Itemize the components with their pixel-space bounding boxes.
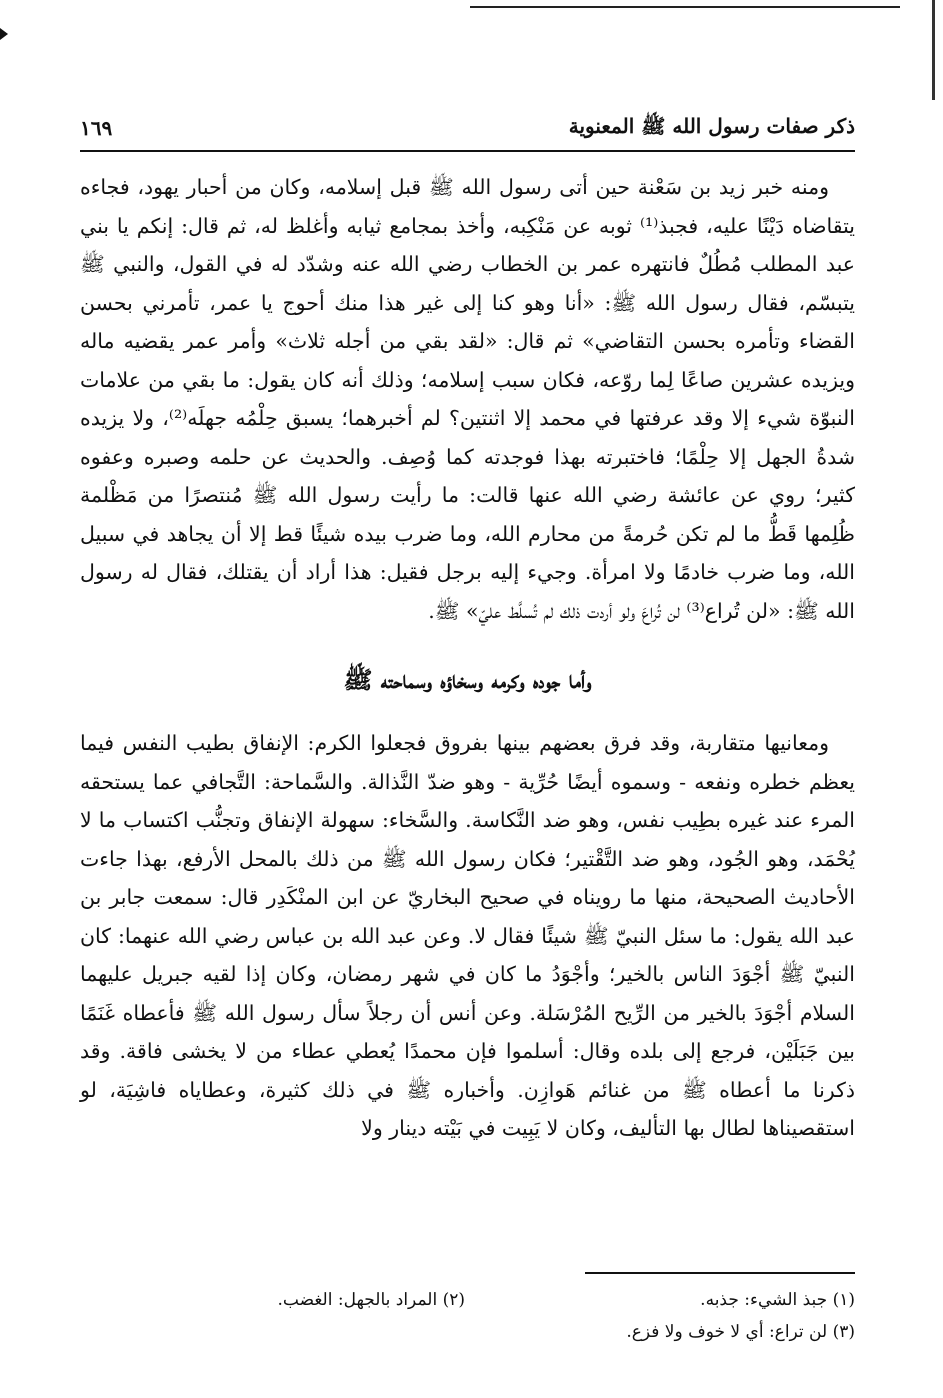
footnote-divider: [585, 1272, 855, 1274]
paragraph-generosity: ومعانيها متقاربة، وقد فرق بعضهم بينها بفروق فجعلوا الكرم: الإنفاق بطيب النفس فيما يعظم خطره ونفعه - وسموه أيضًا حُرِّية - وهو ضدّ النَّذالة. والسَّماحة: التَّجافي عما يستحقه المرء عند غيره بطِيب نفس، وهو ضد النَّكاسة. والسَّخاء: سهولة الإنفاق وتجنُّب اكتساب ما لا يُحْمَد، وهو الجُود، وهو ضد التَّقْتير؛ فكان رسول الله ﷺ من ذلك بالمحل الأرفع، بهذا جاءت الأحاديث الصحيحة، منها ما رويناه في صحيح البخاريّ عن ابن المنْكَدِر قال: سمعت جابر بن عبد الله يقول: ما سئل النبيّ ﷺ شيئًا فقال لا. وعن عبد الله بن عباس رضي الله عنهما: كان النبيّ ﷺ أجْوَدَ الناس بالخير؛ وأجْوَدُ ما كان في شهر رمضان، وكان إذا لقيه جبريل عليهما السلام أجْوَدَ بالخير من الرِّيح المُرْسَلة. وعن أنس أن رجلاً سأل رسول الله ﷺ فأعطاه غَنَمًا بين جَبَلَيْن، فرجع إلى بلده وقال: أسلموا فإن محمدًا يُعطي عطاء من لا يخشى فاقة. وقد ذكرنا ما أعطاه ﷺ من غنائم هَوازِن. وأخباره ﷺ في ذلك كثيرة، وعطاياه فاشِيَة، لو استقصيناها لطال بها التأليف، وكان لا يَبِيت في بَيْته دينار ولا: [80, 731, 856, 1140]
footnote-row-1: [80, 1284, 855, 1316]
footnote-row-2: [80, 1316, 855, 1348]
footnotes: [80, 1284, 855, 1348]
paragraph-zayd-ibn-sana: ومنه خبر زيد بن سَعْنة حين أتى رسول الله ﷺ قبل إسلامه، وكان من أحبار يهود، فجاءه يتقاضاه دَيْنًا عليه، فجبذ⁽¹⁾ ثوبه عن مَنْكِبه، وأخذ بمجامع ثيابه وأغلظ له، ثم قال: إنكم يا بني عبد المطلب مُطُلٌ فانتهره عمر بن الخطاب رضي الله عنه وشدّد له في القول، والنبي ﷺ يتبسّم، فقال رسول الله ﷺ: «أنا وهو كنا إلى غير هذا منك أحوج يا عمر، تأمرني بحسن القضاء وتأمره بحسن التقاضي» ثم قال: «لقد بقي من أجله ثلاث» وأمر عمر يقضيه ماله ويزيده عشرين صاعًا لِما روّعه، فكان سبب إسلامه؛ وذلك أنه كان يقول: ما بقي من علامات النبوّة شيء إلا وقد عرفتها في محمد إلا اثنتين؟ لم أخبرهما؛ يسبق حِلْمُه جهلَه⁽²⁾، ولا يزيده شدةُ الجهل إلا حِلْمًا؛ فاختبرته بهذا فوجدته كما وُصِف. والحديث عن حلمه وصبره وعفوه كثير؛ روي عن عائشة رضي الله عنها قالت: ما رأيت رسول الله ﷺ مُنتصرًا من مَظْلمة ظُلِمها قَطُّ ما لم تكن حُرمةً من محارم الله، وما ضرب بيده شيئًا قط إلا أن يجاهد في سبيل الله، وما ضرب خادمًا ولا امرأة. وجيء إليه برجل فقيل: هذا أراد أن يقتلك، فقال له رسول الله ﷺ: «لن تُراع⁽³⁾ لن تُراعَ ولو أردت ذلك لم تُسلَّط عليّ» ﷺ.: [80, 175, 855, 623]
page-number: ١٦٩: [80, 116, 113, 140]
scan-corner-mark: [0, 28, 8, 40]
section-heading: وأما جوده وكرمه وسخاؤه وسماحته ﷺ: [343, 665, 592, 694]
scan-right-edge: [932, 0, 935, 100]
page-header: [80, 108, 855, 152]
footnote-2: (٢) المراد بالجهل: الغضب.: [277, 1290, 465, 1310]
running-title: ذكر صفات رسول الله ﷺ المعنوية: [568, 114, 855, 138]
footnote-1: (١) جبذ الشيء: جذبه.: [700, 1290, 855, 1310]
scan-top-rule: [470, 6, 900, 8]
footnote-3: (٣) لن تراع: أي لا خوف ولا فزع.: [626, 1322, 855, 1342]
page-body: [80, 168, 855, 1148]
